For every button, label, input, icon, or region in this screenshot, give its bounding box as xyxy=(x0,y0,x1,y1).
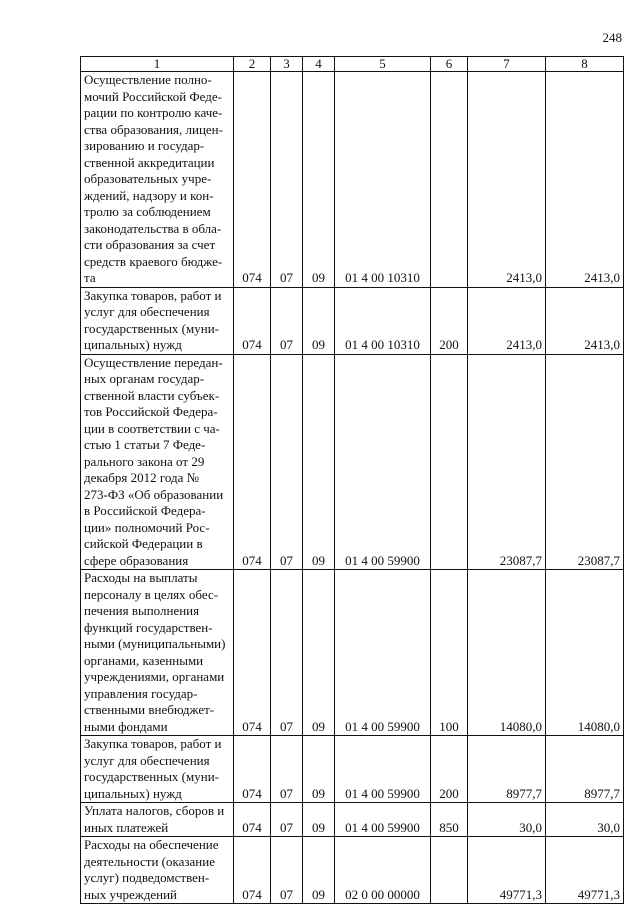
header-cell: 8 xyxy=(546,57,624,72)
expense-type-cell: 200 xyxy=(431,736,468,803)
target-item-cell: 01 4 00 10310 xyxy=(335,287,431,354)
amount-total-cell: 8977,7 xyxy=(546,736,624,803)
target-item-cell: 01 4 00 59900 xyxy=(335,354,431,570)
admin-code-cell: 074 xyxy=(234,837,271,904)
description-line: ственной аккредитации xyxy=(84,154,215,170)
admin-code-cell: 074 xyxy=(234,736,271,803)
description-line: сийской Федерации в xyxy=(84,536,203,551)
description-line: функций государствен- xyxy=(84,619,213,635)
description-line: печения выполнения xyxy=(84,603,200,618)
description-line: средств краевого бюдже- xyxy=(84,253,223,269)
description-line: ципальных) нужд xyxy=(84,337,182,352)
header-row xyxy=(81,57,624,72)
description-line: тролю за соблюдением xyxy=(84,204,211,219)
section-cell: 07 xyxy=(271,287,303,354)
amount-cell: 49771,3 xyxy=(468,837,546,904)
header-cell: 7 xyxy=(468,57,546,72)
header-cell: 4 xyxy=(303,57,335,72)
subsection-cell: 09 xyxy=(303,803,335,837)
section-cell: 07 xyxy=(271,803,303,837)
description-line: ственной власти субъек- xyxy=(84,387,220,403)
table-row xyxy=(81,736,624,803)
description-cell xyxy=(81,354,234,570)
amount-cell: 2413,0 xyxy=(468,72,546,288)
description-line: стью 1 статьи 7 Феде- xyxy=(84,437,206,452)
target-item-cell: 01 4 00 59900 xyxy=(335,736,431,803)
description-line: Уплата налогов, сборов и xyxy=(84,803,225,818)
expense-type-cell xyxy=(431,837,468,904)
description-line: деятельности (оказание xyxy=(84,853,215,869)
description-line: ных органам государ- xyxy=(84,371,205,386)
table-row xyxy=(81,570,624,736)
description-line: ции в соответствии с ча- xyxy=(84,420,220,436)
description-line: услуг для обеспечения xyxy=(84,304,210,319)
description-line: та xyxy=(84,270,96,285)
description-line: ственными внебюджет- xyxy=(84,702,215,717)
amount-total-cell: 2413,0 xyxy=(546,287,624,354)
header-cell: 1 xyxy=(81,57,234,72)
description-line: декабря 2012 года № xyxy=(84,470,200,485)
description-line: Закупка товаров, работ и xyxy=(84,287,222,303)
budget-table xyxy=(80,56,624,904)
description-cell xyxy=(81,570,234,736)
description-line: государственных (муни- xyxy=(84,320,219,336)
amount-cell: 30,0 xyxy=(468,803,546,837)
table-row xyxy=(81,803,624,837)
description-line: образовательных учре- xyxy=(84,171,212,186)
header-cell: 6 xyxy=(431,57,468,72)
section-cell: 07 xyxy=(271,354,303,570)
expense-type-cell: 200 xyxy=(431,287,468,354)
table-row xyxy=(81,287,624,354)
description-cell xyxy=(81,837,234,904)
description-line: законодательства в обла- xyxy=(84,220,222,236)
description-line: ных учреждений xyxy=(84,886,177,902)
amount-total-cell: 23087,7 xyxy=(546,354,624,570)
subsection-cell: 09 xyxy=(303,287,335,354)
description-line: государственных (муни- xyxy=(84,769,219,784)
table-row xyxy=(81,354,624,570)
subsection-cell: 09 xyxy=(303,72,335,288)
description-line: Расходы на обеспечение xyxy=(84,837,219,852)
description-cell xyxy=(81,72,234,288)
description-line: тов Российской Федера- xyxy=(84,404,218,419)
header-cell: 3 xyxy=(271,57,303,72)
header-cell: 2 xyxy=(234,57,271,72)
table-body xyxy=(81,72,624,904)
expense-type-cell: 850 xyxy=(431,803,468,837)
description-line: Осуществление полно- xyxy=(84,72,212,87)
description-line: персоналу в целях обес- xyxy=(84,586,219,602)
description-line: Закупка товаров, работ и xyxy=(84,736,222,751)
description-line: органами, казенными xyxy=(84,652,204,668)
amount-cell: 2413,0 xyxy=(468,287,546,354)
description-line: рации по контролю каче- xyxy=(84,105,223,120)
description-line: рального закона от 29 xyxy=(84,453,205,469)
expense-type-cell xyxy=(431,354,468,570)
admin-code-cell: 074 xyxy=(234,354,271,570)
section-cell: 07 xyxy=(271,736,303,803)
description-line: ными (муниципальными) xyxy=(84,636,226,651)
table-row xyxy=(81,837,624,904)
description-line: услуг для обеспечения xyxy=(84,752,210,768)
description-line: иных платежей xyxy=(84,819,169,835)
table-row xyxy=(81,72,624,288)
description-line: ства образования, лицен- xyxy=(84,121,223,137)
description-cell xyxy=(81,803,234,837)
subsection-cell: 09 xyxy=(303,570,335,736)
expense-type-cell: 100 xyxy=(431,570,468,736)
description-line: ции» полномочий Рос- xyxy=(84,519,210,535)
subsection-cell: 09 xyxy=(303,736,335,803)
admin-code-cell: 074 xyxy=(234,72,271,288)
target-item-cell: 02 0 00 00000 xyxy=(335,837,431,904)
amount-total-cell: 30,0 xyxy=(546,803,624,837)
expense-type-cell xyxy=(431,72,468,288)
section-cell: 07 xyxy=(271,837,303,904)
admin-code-cell: 074 xyxy=(234,803,271,837)
description-line: сти образования за счет xyxy=(84,237,216,252)
header-cell: 5 xyxy=(335,57,431,72)
admin-code-cell: 074 xyxy=(234,570,271,736)
amount-total-cell: 49771,3 xyxy=(546,837,624,904)
amount-cell: 23087,7 xyxy=(468,354,546,570)
description-cell xyxy=(81,736,234,803)
admin-code-cell: 074 xyxy=(234,287,271,354)
description-line: 273-ФЗ «Об образовании xyxy=(84,486,224,502)
section-cell: 07 xyxy=(271,72,303,288)
description-line: ждений, надзору и кон- xyxy=(84,187,214,203)
description-line: зированию и государ- xyxy=(84,138,205,153)
section-cell: 07 xyxy=(271,570,303,736)
description-line: ными фондами xyxy=(84,718,168,734)
target-item-cell: 01 4 00 10310 xyxy=(335,72,431,288)
amount-cell: 8977,7 xyxy=(468,736,546,803)
target-item-cell: 01 4 00 59900 xyxy=(335,803,431,837)
amount-cell: 14080,0 xyxy=(468,570,546,736)
description-line: в Российской Федера- xyxy=(84,503,206,518)
description-line: учреждениями, органами xyxy=(84,669,225,684)
amount-total-cell: 2413,0 xyxy=(546,72,624,288)
amount-total-cell: 14080,0 xyxy=(546,570,624,736)
page-number: 248 xyxy=(602,30,622,45)
description-line: управления государ- xyxy=(84,685,198,701)
target-item-cell: 01 4 00 59900 xyxy=(335,570,431,736)
description-line: Расходы на выплаты xyxy=(84,570,198,585)
subsection-cell: 09 xyxy=(303,354,335,570)
description-line: сфере образования xyxy=(84,552,189,568)
description-line: услуг) подведомствен- xyxy=(84,870,210,885)
description-line: мочий Российской Феде- xyxy=(84,88,222,104)
description-cell xyxy=(81,287,234,354)
description-line: Осуществление передан- xyxy=(84,354,223,370)
description-line: ципальных) нужд xyxy=(84,785,182,801)
subsection-cell: 09 xyxy=(303,837,335,904)
